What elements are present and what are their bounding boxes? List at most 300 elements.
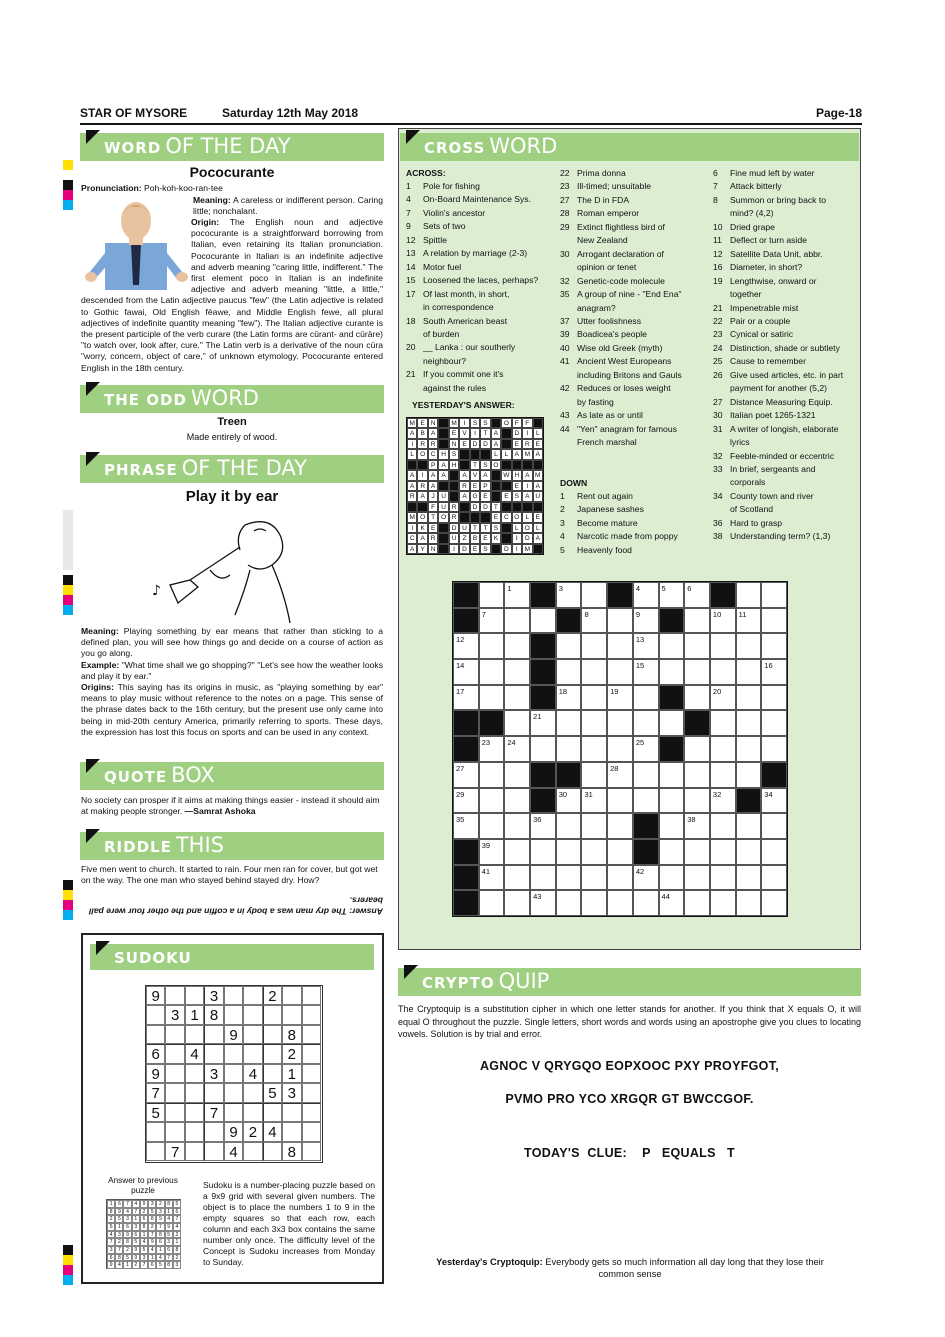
crossword-cell[interactable]: 13 <box>633 633 659 659</box>
crossword-cell[interactable]: 30 <box>556 788 582 814</box>
crossword-cell[interactable]: 20 <box>710 685 736 711</box>
crossword-cell[interactable] <box>607 659 633 685</box>
yesterday-cell <box>522 502 532 512</box>
crossword-cell[interactable]: 42 <box>633 865 659 891</box>
crossword-cell[interactable] <box>581 685 607 711</box>
crossword-cell[interactable]: 36 <box>530 813 556 839</box>
crossword-cell[interactable]: 3 <box>556 582 582 608</box>
sudoku-answer-cell: 2 <box>107 1215 115 1223</box>
sudoku-cell[interactable] <box>224 1103 243 1122</box>
crossword-cell[interactable] <box>530 608 556 634</box>
sudoku-cell[interactable] <box>165 1122 184 1141</box>
sudoku-answer-cell: 5 <box>156 1261 164 1269</box>
crossword-cell[interactable] <box>504 788 530 814</box>
sudoku-cell[interactable] <box>302 986 321 1005</box>
yesterday-cell: B <box>417 428 427 438</box>
crossword-cell[interactable]: 32 <box>710 788 736 814</box>
sudoku-cell[interactable] <box>224 1064 243 1083</box>
paper-name: STAR OF MYSORE <box>80 106 188 120</box>
crossword-cell[interactable]: 10 <box>710 608 736 634</box>
crossword-cell[interactable]: 15 <box>633 659 659 685</box>
crossword-cell[interactable] <box>659 788 685 814</box>
sudoku-cell: 8 <box>204 1005 223 1024</box>
crossword-cell[interactable] <box>684 762 710 788</box>
crossword-cell[interactable] <box>633 788 659 814</box>
yesterday-cell <box>449 481 459 491</box>
clue-number: 43 <box>560 410 570 421</box>
clue-text: Narcotic made from poppy <box>577 531 678 542</box>
crossword-cell[interactable] <box>504 685 530 711</box>
sudoku-cell[interactable] <box>165 1025 184 1044</box>
sudoku-cell[interactable] <box>185 1103 204 1122</box>
crossword-black-cell <box>530 659 556 685</box>
sudoku-cell[interactable] <box>302 1103 321 1122</box>
clue-item <box>560 409 710 422</box>
crossword-cell[interactable] <box>761 890 787 916</box>
sudoku-cell[interactable] <box>204 1142 223 1161</box>
sudoku-answer-cell: 4 <box>115 1261 123 1269</box>
sudoku-cell: 2 <box>243 1122 262 1141</box>
crossword-cell[interactable] <box>581 762 607 788</box>
sudoku-cell[interactable] <box>302 1122 321 1141</box>
yesterday-cell: A <box>428 428 438 438</box>
crossword-cell[interactable]: 43 <box>530 890 556 916</box>
clue-item <box>560 530 710 543</box>
yesterday-cell: I <box>522 481 532 491</box>
clue-text-continued: payment for another (5,2) <box>730 383 827 394</box>
sudoku-cell[interactable] <box>302 1005 321 1024</box>
sudoku-cell[interactable] <box>243 1142 262 1161</box>
crossword-cell[interactable] <box>504 865 530 891</box>
clue-item <box>406 315 554 342</box>
crossword-cell[interactable] <box>684 608 710 634</box>
crossword-cell[interactable]: 11 <box>736 608 762 634</box>
crossword-cell[interactable] <box>504 839 530 865</box>
sudoku-answer-cell: 3 <box>156 1208 164 1216</box>
crossword-cell[interactable] <box>581 659 607 685</box>
sudoku-cell[interactable] <box>224 1083 243 1102</box>
crossword-cell[interactable] <box>761 608 787 634</box>
crossword-cell[interactable]: 5 <box>659 582 685 608</box>
crossword-cell[interactable]: 27 <box>453 762 479 788</box>
sudoku-cell[interactable] <box>243 1083 262 1102</box>
sudoku-cell[interactable] <box>185 1122 204 1141</box>
clue-number: 11 <box>713 235 722 246</box>
clue-item <box>406 247 554 260</box>
sudoku-cell[interactable] <box>185 1025 204 1044</box>
crossword-cell[interactable] <box>556 890 582 916</box>
sudoku-cell[interactable] <box>146 1025 165 1044</box>
crossword-black-cell <box>659 608 685 634</box>
crossword-cell[interactable] <box>633 890 659 916</box>
crossword-cell[interactable] <box>684 685 710 711</box>
crossword-cell[interactable] <box>504 633 530 659</box>
crossword-cell[interactable]: 35 <box>453 813 479 839</box>
yesterday-cell: A <box>491 428 501 438</box>
yesterday-cell <box>522 460 532 470</box>
yesterday-cell: E <box>533 512 543 522</box>
clue-text: Understanding term? (1,3) <box>730 531 831 542</box>
crossword-cell[interactable] <box>479 659 505 685</box>
clue-number: 35 <box>560 289 570 300</box>
crossword-cell[interactable] <box>684 659 710 685</box>
crossword-grid <box>452 581 788 917</box>
sudoku-cell[interactable] <box>263 1064 282 1083</box>
crossword-cell[interactable] <box>530 839 556 865</box>
clue-item <box>713 315 861 328</box>
crossword-cell[interactable] <box>479 762 505 788</box>
word-of-day-banner: WORD OF THE DAY <box>80 133 384 161</box>
crossword-cell[interactable] <box>684 736 710 762</box>
crossword-cell[interactable] <box>736 582 762 608</box>
crossword-cell[interactable]: 12 <box>453 633 479 659</box>
crossword-cell[interactable]: 17 <box>453 685 479 711</box>
sudoku-cell[interactable] <box>165 986 184 1005</box>
crossword-cell[interactable]: 28 <box>607 762 633 788</box>
sudoku-cell[interactable] <box>282 1005 301 1024</box>
crossword-cell[interactable] <box>736 659 762 685</box>
crossword-cell[interactable] <box>710 813 736 839</box>
crossword-cell[interactable]: 31 <box>581 788 607 814</box>
sudoku-cell[interactable] <box>263 1044 282 1063</box>
sudoku-cell[interactable] <box>302 1142 321 1161</box>
crossword-cell[interactable] <box>684 890 710 916</box>
crossword-cell[interactable] <box>761 865 787 891</box>
riddle-text: Five men went to church. It started to rain. Four men ran for cover, but got wet on the way. The one man who stayed behind stayed dry. How? <box>81 864 378 886</box>
clue-text: Deflect or turn aside <box>730 235 807 246</box>
clue-number: 13 <box>406 248 416 259</box>
crossword-cell[interactable] <box>479 788 505 814</box>
clue-text: Of last month, in short, <box>423 288 510 299</box>
sudoku-cell[interactable] <box>224 1044 243 1063</box>
yesterday-cell: C <box>407 533 417 543</box>
sudoku-cell[interactable] <box>224 986 243 1005</box>
sudoku-cell[interactable] <box>282 1103 301 1122</box>
sudoku-cell[interactable] <box>243 1044 262 1063</box>
crossword-cell[interactable] <box>659 659 685 685</box>
crossword-cell[interactable] <box>607 839 633 865</box>
crossword-cell[interactable] <box>479 633 505 659</box>
crossword-cell[interactable]: 39 <box>479 839 505 865</box>
crossword-cell[interactable]: 38 <box>684 813 710 839</box>
crossword-cell[interactable] <box>710 762 736 788</box>
clue-text: Wise old Greek (myth) <box>577 342 663 353</box>
sudoku-answer-cell: 5 <box>115 1215 123 1223</box>
clue-item <box>560 517 710 530</box>
crossword-cell[interactable] <box>710 710 736 736</box>
crossword-cell[interactable] <box>684 788 710 814</box>
sudoku-cell[interactable] <box>224 1005 243 1024</box>
sudoku-cell[interactable] <box>165 1103 184 1122</box>
yesterday-cell: T <box>480 523 490 533</box>
sudoku-cell[interactable] <box>243 1005 262 1024</box>
yesterday-cell <box>480 512 490 522</box>
crossword-cell[interactable] <box>504 813 530 839</box>
crossword-cell[interactable] <box>504 659 530 685</box>
clue-text: Lengthwise, onward or <box>730 275 817 286</box>
sudoku-answer-cell: 4 <box>165 1215 173 1223</box>
sudoku-cell[interactable] <box>146 1005 165 1024</box>
sudoku-cell[interactable] <box>243 1103 262 1122</box>
cryptoquip-line-2: PVMO PRO YCO XRGQR GT BWCCGOF. <box>505 1092 754 1106</box>
sudoku-cell: 3 <box>282 1083 301 1102</box>
clue-item <box>406 220 554 233</box>
sudoku-cell[interactable] <box>185 986 204 1005</box>
crossword-cell[interactable]: 41 <box>479 865 505 891</box>
crossword-cell[interactable] <box>581 839 607 865</box>
crossword-cell[interactable] <box>556 865 582 891</box>
clue-text: Give used articles, etc. in part <box>730 369 844 380</box>
crossword-cell[interactable] <box>761 582 787 608</box>
sudoku-cell[interactable] <box>204 1025 223 1044</box>
crossword-cell[interactable] <box>607 788 633 814</box>
yesterday-cell: R <box>522 439 532 449</box>
sudoku-cell[interactable] <box>165 1083 184 1102</box>
crossword-cell[interactable]: 7 <box>479 608 505 634</box>
crossword-cell[interactable] <box>530 865 556 891</box>
yesterday-cell <box>449 491 459 501</box>
yesterday-cell <box>459 449 469 459</box>
sudoku-cell[interactable] <box>282 1122 301 1141</box>
crossword-cell[interactable] <box>659 710 685 736</box>
clue-number: 40 <box>560 342 570 353</box>
clue-number: 29 <box>560 221 570 232</box>
clue-text-continued: anagram? <box>577 302 616 313</box>
crossword-cell[interactable] <box>633 710 659 736</box>
clue-number: 1 <box>560 491 565 501</box>
crossword-cell[interactable] <box>607 633 633 659</box>
crossword-cell[interactable] <box>659 865 685 891</box>
crossword-cell[interactable] <box>710 890 736 916</box>
yesterday-cell: L <box>512 523 522 533</box>
crossword-cell[interactable] <box>761 710 787 736</box>
crossword-cell[interactable] <box>684 865 710 891</box>
sudoku-cell[interactable] <box>302 1064 321 1083</box>
crossword-cell[interactable] <box>761 736 787 762</box>
sudoku-answer-cell: 7 <box>148 1231 156 1239</box>
crossword-cell[interactable] <box>761 839 787 865</box>
crossword-cell[interactable] <box>607 813 633 839</box>
crossword-black-cell <box>659 736 685 762</box>
crossword-cell[interactable] <box>556 659 582 685</box>
crossword-cell[interactable] <box>761 633 787 659</box>
crossword-cell[interactable]: 14 <box>453 659 479 685</box>
crossword-cell[interactable] <box>581 890 607 916</box>
crossword-cell[interactable]: 21 <box>530 710 556 736</box>
sudoku-cell[interactable] <box>204 1083 223 1102</box>
sudoku-cell[interactable] <box>243 1025 262 1044</box>
yesterday-cell: M <box>533 470 543 480</box>
sudoku-cell[interactable] <box>165 1064 184 1083</box>
crossword-cell[interactable] <box>659 633 685 659</box>
clue-number: 1 <box>406 181 411 191</box>
crossword-cell[interactable] <box>607 608 633 634</box>
clue-number: 5 <box>560 544 565 555</box>
crossword-cell[interactable] <box>684 839 710 865</box>
crossword-cell[interactable] <box>736 890 762 916</box>
clue-text: Utter foolishness <box>577 315 642 326</box>
crossword-black-cell <box>633 813 659 839</box>
crossword-cell[interactable] <box>581 736 607 762</box>
crossword-cell[interactable] <box>504 762 530 788</box>
clue-number: 3 <box>560 517 565 528</box>
crossword-cell[interactable]: 8 <box>581 608 607 634</box>
sudoku-cell[interactable] <box>204 1122 223 1141</box>
sudoku-cell: 1 <box>282 1064 301 1083</box>
clue-item <box>406 341 554 368</box>
crossword-cell[interactable] <box>633 685 659 711</box>
sudoku-cell[interactable] <box>185 1083 204 1102</box>
sudoku-cell[interactable] <box>185 1142 204 1161</box>
crossword-cell[interactable]: 1 <box>504 582 530 608</box>
crossword-cell[interactable] <box>659 839 685 865</box>
sudoku-cell: 4 <box>263 1122 282 1141</box>
sudoku-cell[interactable] <box>282 986 301 1005</box>
sudoku-cell: 7 <box>146 1083 165 1102</box>
crossword-cell[interactable] <box>607 736 633 762</box>
crossword-cell[interactable]: 18 <box>556 685 582 711</box>
sudoku-answer-cell: 7 <box>156 1223 164 1231</box>
sudoku-cell[interactable] <box>263 1005 282 1024</box>
sudoku-cell: 5 <box>146 1103 165 1122</box>
sudoku-cell[interactable] <box>302 1025 321 1044</box>
crossword-cell[interactable] <box>556 633 582 659</box>
crossword-cell[interactable] <box>479 582 505 608</box>
yesterday-cell: R <box>449 512 459 522</box>
clue-text: "Yen" anagram for famous <box>577 423 677 434</box>
crossword-cell[interactable] <box>659 813 685 839</box>
crossword-cell[interactable] <box>736 865 762 891</box>
word-origin: Origin: The English noun and adjective pococurante is a straightforward borrowing from Italian, even retaining its Italian pronunciation. Pococurante in Italian is an indefinite adjective and adverb meaning "caring little, indifferent." The first element poco in Italian is an indefinite adjective and adverb meaning "little, a little," descended from the Latin adjective paucus "few" (the Latin adjective is related to Gothic fawai, Old English fēawe, and Middle English fewe, all plural adjectives of indefinite quantity meaning "few"). The Italian adjective curante is the present participle of the verb curare (the Latin forms are cūrant- and cūrāre) "to watch over, look after, cure." The Latin verb is a derivative of the noun cūra "worry, concern, object of care," of unknown etymology. Pococurante entered English in the 18th century. <box>81 217 383 373</box>
crossword-cell[interactable] <box>710 839 736 865</box>
crossword-cell[interactable]: 4 <box>633 582 659 608</box>
crossword-cell[interactable] <box>761 813 787 839</box>
sudoku-answer-cell: 4 <box>156 1254 164 1262</box>
yesterday-cell: D <box>480 502 490 512</box>
sudoku-cell[interactable] <box>185 1064 204 1083</box>
crossword-cell[interactable] <box>710 633 736 659</box>
crossword-cell[interactable]: 6 <box>684 582 710 608</box>
crossword-cell[interactable] <box>607 865 633 891</box>
crossword-cell[interactable]: 29 <box>453 788 479 814</box>
sudoku-grid <box>145 985 323 1163</box>
crossword-cell[interactable] <box>479 890 505 916</box>
crossword-cell[interactable] <box>736 813 762 839</box>
sudoku-cell: 6 <box>146 1044 165 1063</box>
crossword-cell[interactable]: 24 <box>504 736 530 762</box>
crossword-black-cell <box>453 865 479 891</box>
crossword-cell[interactable]: 19 <box>607 685 633 711</box>
crossword-cell[interactable] <box>504 890 530 916</box>
crossword-cell[interactable] <box>659 762 685 788</box>
crossword-cell[interactable] <box>581 633 607 659</box>
sudoku-answer-cell: 4 <box>123 1208 131 1216</box>
yesterday-cell: H <box>512 470 522 480</box>
sudoku-cell[interactable] <box>302 1044 321 1063</box>
yesterday-cell: O <box>417 512 427 522</box>
clue-number: 33 <box>713 463 723 474</box>
crossword-cell[interactable]: 23 <box>479 736 505 762</box>
crossword-cell[interactable] <box>736 633 762 659</box>
sudoku-cell[interactable] <box>263 1142 282 1161</box>
crossword-cell[interactable] <box>581 813 607 839</box>
crossword-cell[interactable] <box>736 762 762 788</box>
crossword-cell[interactable] <box>556 710 582 736</box>
yesterday-cell: R <box>459 481 469 491</box>
crossword-cell[interactable] <box>710 659 736 685</box>
crossword-cell[interactable] <box>556 813 582 839</box>
crossword-cell[interactable] <box>607 890 633 916</box>
crossword-cell[interactable] <box>633 762 659 788</box>
crossword-cell[interactable]: 44 <box>659 890 685 916</box>
crossword-cell[interactable] <box>581 865 607 891</box>
crossword-cell[interactable] <box>556 736 582 762</box>
crossword-cell[interactable] <box>504 608 530 634</box>
sudoku-cell[interactable] <box>263 1025 282 1044</box>
sudoku-cell[interactable] <box>263 1103 282 1122</box>
crossword-cell[interactable] <box>581 582 607 608</box>
yesterday-cell <box>491 418 501 428</box>
crossword-cell[interactable] <box>710 736 736 762</box>
crossword-cell[interactable] <box>684 633 710 659</box>
crossword-cell[interactable] <box>761 685 787 711</box>
crossword-cell[interactable] <box>736 710 762 736</box>
sudoku-cell: 9 <box>146 986 165 1005</box>
crossword-cell[interactable] <box>530 736 556 762</box>
crossword-cell[interactable] <box>504 710 530 736</box>
crossword-black-cell <box>530 633 556 659</box>
crossword-cell[interactable]: 9 <box>633 608 659 634</box>
yesterday-cryptoquip: Yesterday's Cryptoquip: Everybody gets so much information all day long that they lose their common sense <box>436 1257 824 1279</box>
clue-number: 19 <box>713 275 723 286</box>
crossword-cell[interactable] <box>736 736 762 762</box>
crossword-black-cell <box>530 685 556 711</box>
crossword-cell[interactable] <box>581 710 607 736</box>
clue-item <box>560 194 710 207</box>
clue-text: In brief, sergeants and <box>730 463 816 474</box>
crossword-cell[interactable] <box>556 839 582 865</box>
sudoku-cell[interactable] <box>204 1044 223 1063</box>
crossword-cell[interactable]: 25 <box>633 736 659 762</box>
crossword-cell[interactable]: 34 <box>761 788 787 814</box>
sudoku-answer-cell: 6 <box>140 1215 148 1223</box>
clue-item <box>713 369 861 396</box>
yesterday-cell <box>533 502 543 512</box>
crossword-cell[interactable] <box>607 710 633 736</box>
crossword-black-cell <box>633 839 659 865</box>
sudoku-cell[interactable] <box>302 1083 321 1102</box>
yesterday-cell: A <box>407 481 417 491</box>
quote-text: No society can prosper if it aims at making things easier - instead it should aim at making people stronger. —Samrat Ashoka <box>81 795 380 817</box>
clue-item <box>560 288 710 315</box>
crossword-cell[interactable] <box>736 685 762 711</box>
crossword-cell[interactable] <box>479 813 505 839</box>
riddle-answer-upside-down: Answer: The dry man was a body in a coffin and the other four were pall bearers. <box>89 895 383 917</box>
crossword-cell[interactable] <box>479 685 505 711</box>
clue-text: Distance Measuring Equip. <box>730 396 833 407</box>
sudoku-cell[interactable] <box>146 1122 165 1141</box>
clue-number: 9 <box>406 221 411 232</box>
sudoku-cell[interactable] <box>243 986 262 1005</box>
sudoku-answer-cell: 6 <box>165 1246 173 1254</box>
crossword-cell[interactable]: 16 <box>761 659 787 685</box>
sudoku-cell[interactable] <box>146 1142 165 1161</box>
crossword-cell[interactable] <box>710 865 736 891</box>
sudoku-cell[interactable] <box>165 1044 184 1063</box>
yesterday-cell: L <box>533 523 543 533</box>
sudoku-answer-cell: 5 <box>165 1231 173 1239</box>
crossword-cell[interactable] <box>736 839 762 865</box>
